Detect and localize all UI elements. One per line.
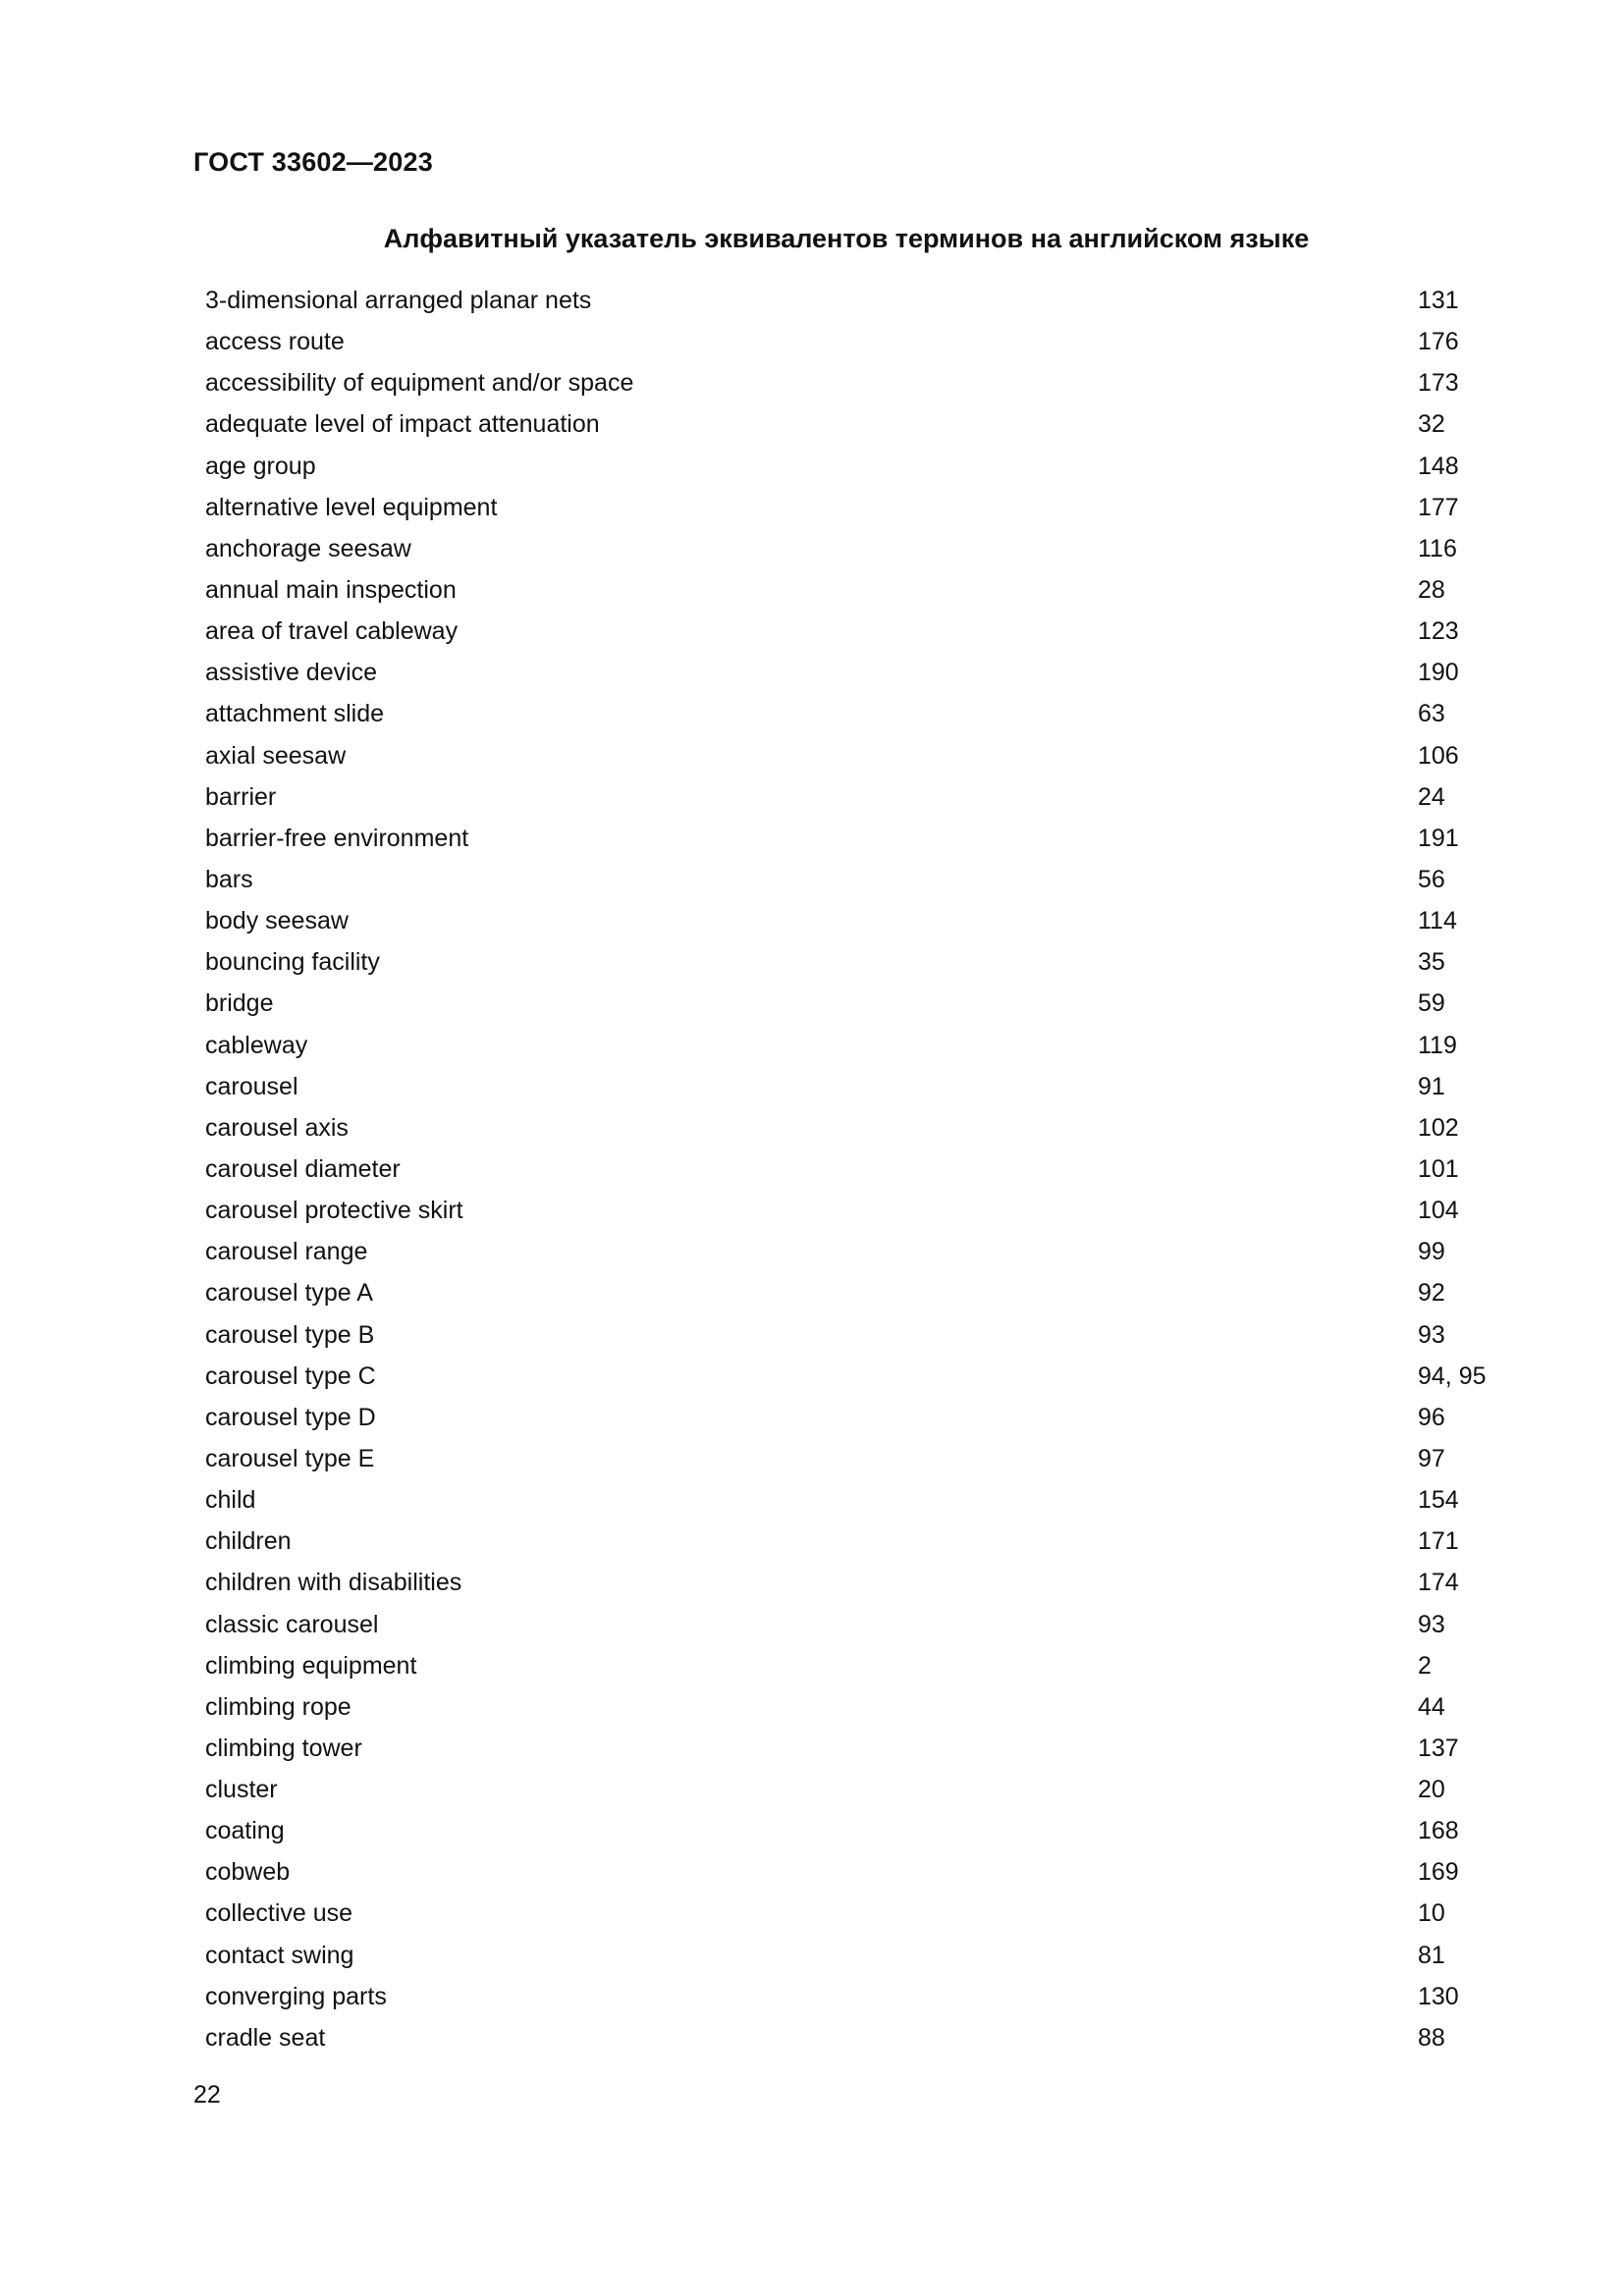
index-entry — [205, 1479, 1511, 1521]
index-term: collective use — [205, 1899, 353, 1928]
index-term: access route — [205, 328, 345, 356]
index-term-number: 96 — [1418, 1403, 1445, 1431]
index-entry — [205, 403, 1511, 445]
index-term-number: 173 — [1418, 369, 1459, 398]
index-term: children with disabilities — [205, 1569, 462, 1597]
index-entry — [205, 1976, 1511, 2017]
index-entry — [205, 1231, 1511, 1272]
index-entry — [205, 487, 1511, 528]
index-term: bouncing facility — [205, 948, 380, 977]
index-entry — [205, 1314, 1511, 1356]
index-entry — [205, 1604, 1511, 1645]
index-entry — [205, 321, 1511, 362]
index-title: Алфавитный указатель эквивалентов терминов на английском языке — [383, 224, 1310, 253]
index-term: contact swing — [205, 1941, 354, 1969]
index-term: cluster — [205, 1776, 278, 1804]
index-entry — [205, 1438, 1511, 1479]
index-term: carousel range — [205, 1238, 368, 1266]
index-term-number: 97 — [1418, 1444, 1445, 1472]
index-term-number: 137 — [1418, 1734, 1459, 1762]
index-entry — [205, 1893, 1511, 1934]
index-entry — [205, 1025, 1511, 1066]
index-term-number: 20 — [1418, 1776, 1445, 1804]
index-term-number: 190 — [1418, 659, 1459, 687]
index-term: accessibility of equipment and/or space — [205, 369, 634, 398]
index-term-number: 2 — [1418, 1651, 1432, 1680]
index-term: climbing equipment — [205, 1651, 417, 1680]
index-entry — [205, 611, 1511, 652]
index-term: axial seesaw — [205, 741, 347, 770]
index-entry — [205, 1769, 1511, 1810]
index-term: annual main inspection — [205, 575, 457, 604]
term-index-list — [205, 280, 1511, 2058]
index-entry — [205, 1066, 1511, 1107]
index-term: converging parts — [205, 1982, 387, 2010]
index-term-number: 35 — [1418, 948, 1445, 977]
index-entry — [205, 1148, 1511, 1190]
index-entry — [205, 983, 1511, 1024]
index-term: cobweb — [205, 1858, 291, 1887]
index-term: carousel diameter — [205, 1154, 401, 1183]
index-entry — [205, 280, 1511, 321]
index-entry — [205, 1107, 1511, 1148]
index-term: bars — [205, 865, 253, 893]
index-term-number: 174 — [1418, 1569, 1459, 1597]
index-term: area of travel cableway — [205, 617, 459, 646]
index-term: cradle seat — [205, 2023, 326, 2052]
index-term: carousel type A — [205, 1279, 373, 1308]
index-term-number: 91 — [1418, 1072, 1445, 1100]
index-entry — [205, 569, 1511, 611]
index-term-number: 81 — [1418, 1941, 1445, 1969]
index-entry — [205, 1851, 1511, 1893]
index-term-number: 92 — [1418, 1279, 1445, 1308]
index-entry — [205, 652, 1511, 693]
index-term-number: 88 — [1418, 2023, 1445, 2052]
index-term-number: 56 — [1418, 865, 1445, 893]
index-term-number: 114 — [1418, 907, 1457, 935]
index-entry — [205, 818, 1511, 859]
index-term-number: 10 — [1418, 1899, 1445, 1928]
index-entry — [205, 941, 1511, 983]
index-entry — [205, 1521, 1511, 1562]
index-entry — [205, 528, 1511, 569]
index-term: body seesaw — [205, 907, 349, 935]
index-term: barrier-free environment — [205, 824, 469, 852]
index-term-number: 177 — [1418, 493, 1459, 521]
index-term-number: 102 — [1418, 1113, 1459, 1142]
index-term-number: 101 — [1418, 1154, 1459, 1183]
index-term-number: 168 — [1418, 1817, 1459, 1845]
index-term: age group — [205, 452, 316, 480]
index-term: climbing rope — [205, 1692, 352, 1721]
index-term-number: 99 — [1418, 1238, 1445, 1266]
index-term-number: 94, 95 — [1418, 1362, 1487, 1390]
index-term: attachment slide — [205, 700, 385, 728]
index-term-number: 154 — [1418, 1486, 1459, 1515]
index-term: assistive device — [205, 659, 378, 687]
index-entry — [205, 859, 1511, 900]
index-term-number: 32 — [1418, 410, 1445, 439]
page-number: 22 — [193, 2081, 221, 2109]
index-term: carousel axis — [205, 1113, 349, 1142]
index-term: carousel type C — [205, 1362, 376, 1390]
index-term-number: 24 — [1418, 782, 1445, 811]
index-term: carousel — [205, 1072, 298, 1100]
index-term: alternative level equipment — [205, 493, 498, 521]
index-term: adequate level of impact attenuation — [205, 410, 600, 439]
index-entry — [205, 1397, 1511, 1438]
index-term: carousel type E — [205, 1444, 375, 1472]
index-term-number: 106 — [1418, 741, 1459, 770]
index-entry — [205, 1810, 1511, 1851]
index-term-number: 44 — [1418, 1692, 1445, 1721]
index-term-number: 148 — [1418, 452, 1459, 480]
index-entry — [205, 446, 1511, 487]
index-term-number: 191 — [1418, 824, 1459, 852]
index-term-number: 123 — [1418, 617, 1459, 646]
index-entry — [205, 1645, 1511, 1686]
index-term: carousel type D — [205, 1403, 376, 1431]
index-term: carousel protective skirt — [205, 1197, 463, 1225]
index-term-number: 119 — [1418, 1031, 1457, 1059]
index-entry — [205, 776, 1511, 818]
index-entry — [205, 1728, 1511, 1769]
index-entry — [205, 1562, 1511, 1603]
index-term-number: 169 — [1418, 1858, 1459, 1887]
index-term-number: 93 — [1418, 1610, 1445, 1638]
index-entry — [205, 735, 1511, 776]
document-code: ГОСТ 33602—2023 — [193, 147, 433, 177]
index-entry — [205, 1272, 1511, 1313]
index-term: classic carousel — [205, 1610, 379, 1638]
index-term: carousel type B — [205, 1320, 375, 1349]
index-entry — [205, 1935, 1511, 1976]
index-entry — [205, 693, 1511, 734]
index-term: anchorage seesaw — [205, 534, 411, 562]
index-term: child — [205, 1486, 256, 1515]
index-term: coating — [205, 1817, 285, 1845]
index-term: cableway — [205, 1031, 308, 1059]
index-entry — [205, 1686, 1511, 1728]
index-term: bridge — [205, 989, 274, 1018]
index-term-number: 28 — [1418, 575, 1445, 604]
index-term-number: 116 — [1418, 534, 1457, 562]
index-term-number: 131 — [1418, 287, 1459, 314]
index-entry — [205, 362, 1511, 403]
index-term: children — [205, 1527, 292, 1556]
index-term: 3-dimensional arranged planar nets — [205, 287, 592, 314]
index-entry — [205, 900, 1511, 941]
index-term-number: 63 — [1418, 700, 1445, 728]
index-term: barrier — [205, 782, 277, 811]
index-term-number: 93 — [1418, 1320, 1445, 1349]
index-entry — [205, 2017, 1511, 2058]
index-term-number: 171 — [1418, 1527, 1459, 1556]
index-term-number: 104 — [1418, 1197, 1459, 1225]
index-entry — [205, 1356, 1511, 1397]
index-term-number: 59 — [1418, 989, 1445, 1018]
index-entry — [205, 1190, 1511, 1231]
index-term-number: 176 — [1418, 328, 1459, 356]
index-term-number: 130 — [1418, 1982, 1459, 2010]
index-term: climbing tower — [205, 1734, 362, 1762]
